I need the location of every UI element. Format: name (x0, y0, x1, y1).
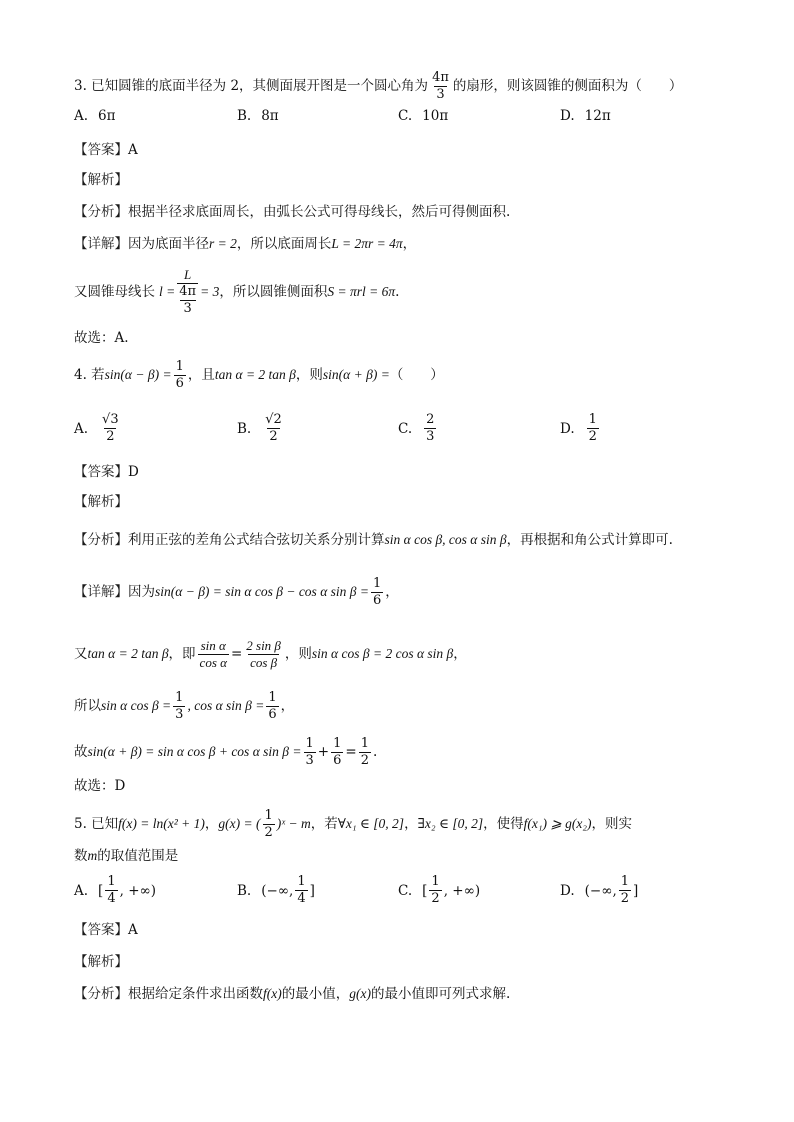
q3-option-d (560, 108, 611, 124)
q4-answer (74, 462, 139, 482)
frac-den: 3 (175, 706, 184, 722)
q3-stem-text: 3. 已知圆锥的底面半径为 2，其侧面展开图是一个圆心角为 (74, 78, 429, 94)
fraction (173, 690, 185, 723)
option-label: D. (560, 420, 575, 437)
q3-angle-num: 4π (432, 70, 449, 85)
frac-num: 1 (588, 412, 597, 427)
inner-num: 4π (179, 284, 197, 299)
option-text: (−∞, (584, 882, 617, 899)
detail-tag: 【详解】 (74, 236, 128, 252)
answer-tag: 【答案】 (74, 464, 128, 480)
math-expr: sin(α + β) = sin α cos β + cos α sin β = (87, 744, 302, 759)
math-expr: ∃x₂ ∈ [0, 2] (417, 816, 484, 831)
q3-stem-text-b: 的扇形，则该圆锥的侧面积为（ ） (452, 78, 683, 94)
frac-den: 3 (426, 429, 435, 444)
option-label: A. (74, 108, 89, 124)
option-text: [ (422, 882, 428, 899)
option-text: [ (98, 882, 104, 899)
option-label: B. (237, 420, 252, 437)
q4-detail-line3 (74, 688, 294, 724)
q3-compound-fraction (177, 267, 198, 317)
answer-value: A (128, 922, 138, 938)
option-label: A. (74, 420, 89, 437)
math-expr: sin(α + β) = (322, 367, 390, 382)
stem-text: ，且 (187, 367, 215, 383)
frac-den: 4 (107, 891, 116, 906)
analysis-tag: 【解析】 (74, 172, 128, 188)
frac-num: √3 (102, 412, 119, 427)
math-expr: g(x) (349, 986, 371, 1001)
option-label: B. (237, 108, 252, 124)
frac-den: 6 (268, 706, 277, 722)
option-fraction (105, 874, 117, 907)
detail-text: ，即 (168, 646, 196, 662)
frac-den: 3 (305, 752, 314, 768)
fenxi-tag: 【分析】 (74, 532, 128, 548)
math-expr: = (345, 744, 357, 760)
frac-den: 2 (620, 891, 630, 906)
math-expr: sin α cos β = (101, 698, 172, 713)
answer-tag: 【答案】 (74, 142, 128, 158)
analysis-tag: 【解析】 (74, 954, 128, 970)
option-label: B. (237, 882, 252, 899)
frac-den: 6 (333, 752, 342, 768)
stem-text: ，若 (310, 816, 338, 832)
stem-text: ，使得 (483, 816, 524, 832)
detail-text: ， (402, 236, 417, 252)
fenxi-tag: 【分析】 (74, 204, 128, 220)
detail-text: ，所以底面周长 (236, 236, 332, 252)
stem-text: ，则 (295, 367, 323, 383)
fraction (359, 736, 371, 769)
frac-den: 2 (106, 429, 115, 444)
frac-den: 2 (360, 752, 369, 768)
q3-detail (74, 234, 416, 254)
math-expr: f(x) (263, 986, 282, 1001)
detail-text: 因为 (128, 584, 155, 600)
math-expr: r = 2 (209, 236, 237, 251)
q3-angle-den: 3 (436, 87, 445, 102)
frac-den: 6 (373, 592, 382, 608)
frac-den: 2 (264, 824, 273, 840)
detail-text: 所以 (74, 698, 101, 714)
option-fraction (424, 412, 436, 445)
math-expr: L = 2πr = 4π (331, 236, 403, 251)
q5-fenxi (74, 984, 510, 1004)
option-label: C. (398, 882, 413, 899)
option-fraction (100, 412, 121, 445)
frac-num: 1 (431, 874, 440, 889)
stem-text: ，则实 (591, 816, 632, 832)
answer-tag: 【答案】 (74, 922, 128, 938)
detail-text: ， (385, 584, 399, 600)
frac-num: 1 (175, 689, 184, 705)
analysis-tag: 【解析】 (74, 494, 128, 510)
fenxi-text: 根据给定条件求出函数 (128, 986, 263, 1002)
q5-option-c (398, 874, 480, 907)
math-expr: + (317, 744, 330, 760)
q4-stem-fraction (174, 359, 186, 392)
option-text: , +∞) (119, 882, 157, 899)
q5-analysis-tag (74, 952, 128, 972)
q3-answer (74, 140, 138, 160)
fenxi-tag: 【分析】 (74, 986, 128, 1002)
detail-text: ， (280, 698, 295, 714)
detail-tag: 【详解】 (74, 584, 128, 600)
math-expr: , cos α sin β = (187, 698, 265, 713)
detail-text: ，所以圆锥侧面积 (219, 284, 328, 300)
stem-text: 数 (74, 848, 88, 864)
math-expr: sin(α − β) = (104, 367, 172, 382)
q5-option-b (237, 874, 315, 907)
answer-value: D (128, 464, 139, 480)
frac-num: 1 (175, 358, 184, 374)
math-expr: = 3 (200, 284, 220, 299)
option-fraction (429, 874, 441, 907)
math-expr: m (87, 848, 98, 863)
fraction (198, 638, 229, 671)
frac-num: 2 sin β (246, 637, 281, 653)
option-fraction (263, 412, 284, 445)
q4-option-c (398, 412, 438, 445)
frac-num: 1 (305, 735, 314, 751)
choose-text: 故选：D (74, 778, 126, 794)
frac-num: L (184, 267, 192, 282)
option-value: 10π (422, 108, 449, 124)
stem-text: 4. 若 (74, 367, 105, 383)
math-expr: f(x) = ln(x² + 1) (118, 816, 205, 831)
math-expr: sin α cos β, cos α sin β (384, 532, 507, 547)
q4-detail-line2 (74, 634, 467, 674)
detail-text: 又 (74, 646, 88, 662)
q3-option-b (237, 108, 279, 124)
stem-text: （ ） (389, 367, 444, 383)
q4-detail (74, 572, 399, 612)
math-expr: f(x₁) ⩾ g(x₂) (523, 816, 592, 831)
fraction (244, 638, 283, 671)
q3-angle-fraction (430, 70, 451, 103)
q4-stem (74, 360, 444, 390)
fenxi-text: ，再根据和角公式计算即可. (506, 532, 673, 548)
q5-answer (74, 920, 138, 940)
q3-option-a (74, 108, 116, 124)
frac-den: 2 (588, 429, 597, 444)
frac-num: 1 (333, 735, 342, 751)
math-expr: )ˣ − m (276, 816, 311, 831)
option-fraction (619, 874, 631, 907)
option-text: ] (309, 882, 315, 899)
option-value: 8π (261, 108, 279, 124)
math-expr: sin α cos β = 2 cos α sin β (311, 646, 454, 661)
frac-den: 4 (297, 891, 306, 906)
fraction (263, 808, 275, 841)
q4-option-a (74, 412, 123, 445)
q4-detail-line4 (74, 734, 377, 770)
stem-text: ， (404, 816, 418, 832)
detail-text: ，则 (284, 646, 312, 662)
option-text: (−∞, (261, 882, 294, 899)
option-label: D. (560, 882, 575, 899)
option-fraction (587, 412, 599, 445)
q3-detail-line2 (74, 262, 399, 322)
fenxi-text: 根据半径求底面周长，由弧长公式可得母线长，然后可得侧面积. (128, 204, 511, 220)
fraction (331, 736, 343, 769)
frac-den: cos β (250, 654, 278, 670)
fenxi-text: 的最小值， (281, 986, 350, 1002)
detail-text: ， (453, 646, 467, 662)
math-expr: tan α = 2 tan β (214, 367, 296, 382)
option-label: A. (74, 882, 89, 899)
frac-den (177, 283, 198, 317)
fraction (266, 690, 278, 723)
q3-choose (74, 328, 129, 348)
choose-text: 故选：A. (74, 330, 129, 346)
stem-text: 的取值范围是 (97, 848, 179, 864)
fenxi-text: 的最小值即可列式求解. (370, 986, 511, 1002)
inner-den: 3 (180, 300, 196, 317)
q4-analysis-tag (74, 492, 128, 512)
frac-num: 1 (297, 874, 306, 889)
math-expr: tan α = 2 tan β (87, 646, 169, 661)
option-value: 12π (584, 108, 611, 124)
option-text: , +∞) (443, 882, 481, 899)
stem-text: 5. 已知 (74, 816, 119, 832)
q5-option-d (560, 874, 638, 907)
q5-option-a (74, 874, 156, 907)
frac-num: √2 (265, 412, 282, 427)
math-expr: l = (159, 284, 176, 299)
fraction (304, 736, 316, 769)
math-expr: S = πrl = 6π (327, 284, 396, 299)
option-value: 6π (98, 108, 116, 124)
q3-fenxi (74, 202, 510, 222)
q4-choose (74, 776, 125, 796)
q3-options (74, 108, 714, 148)
frac-num: 1 (360, 735, 369, 751)
q3-analysis-tag (74, 170, 128, 190)
option-label: C. (398, 420, 413, 437)
option-label: C. (398, 108, 413, 124)
q3-option-c (398, 108, 448, 124)
stem-text: ， (204, 816, 219, 832)
fenxi-text: 利用正弦的差角公式结合弦切关系分别计算 (128, 532, 385, 548)
detail-text: 故 (74, 744, 88, 760)
frac-num: 1 (620, 874, 630, 889)
frac-num: 2 (426, 412, 435, 427)
math-expr: g(x) = ( (218, 816, 261, 831)
q4-options (74, 412, 714, 452)
option-label: D. (560, 108, 575, 124)
frac-num: sin α (200, 637, 226, 653)
detail-text: . (395, 284, 400, 300)
q4-option-d (560, 412, 601, 445)
math-expr: = (230, 646, 243, 662)
detail-text: . (372, 744, 378, 760)
frac-num: 1 (264, 807, 273, 823)
math-expr: ∀x₁ ∈ [0, 2] (337, 816, 405, 831)
math-expr: sin(α − β) = sin α cos β − cos α sin β = (155, 584, 369, 599)
detail-text: 又圆锥母线长 (74, 284, 155, 300)
frac-den: cos α (199, 654, 227, 670)
q4-option-b (237, 412, 286, 445)
frac-den: 2 (269, 429, 278, 444)
option-text: ] (633, 882, 639, 899)
q5-stem-line2 (74, 846, 178, 866)
fraction (371, 576, 383, 609)
option-fraction (295, 874, 307, 907)
q5-options (74, 874, 714, 914)
frac-den: 6 (175, 375, 184, 391)
q3-stem (74, 70, 682, 103)
frac-num: 1 (373, 575, 382, 591)
frac-num: 1 (268, 689, 277, 705)
answer-value: A (128, 142, 138, 158)
detail-text: 因为底面半径 (128, 236, 209, 252)
q4-fenxi (74, 530, 673, 550)
frac-num: 1 (107, 874, 116, 889)
q5-stem (74, 808, 632, 840)
frac-den: 2 (431, 891, 440, 906)
